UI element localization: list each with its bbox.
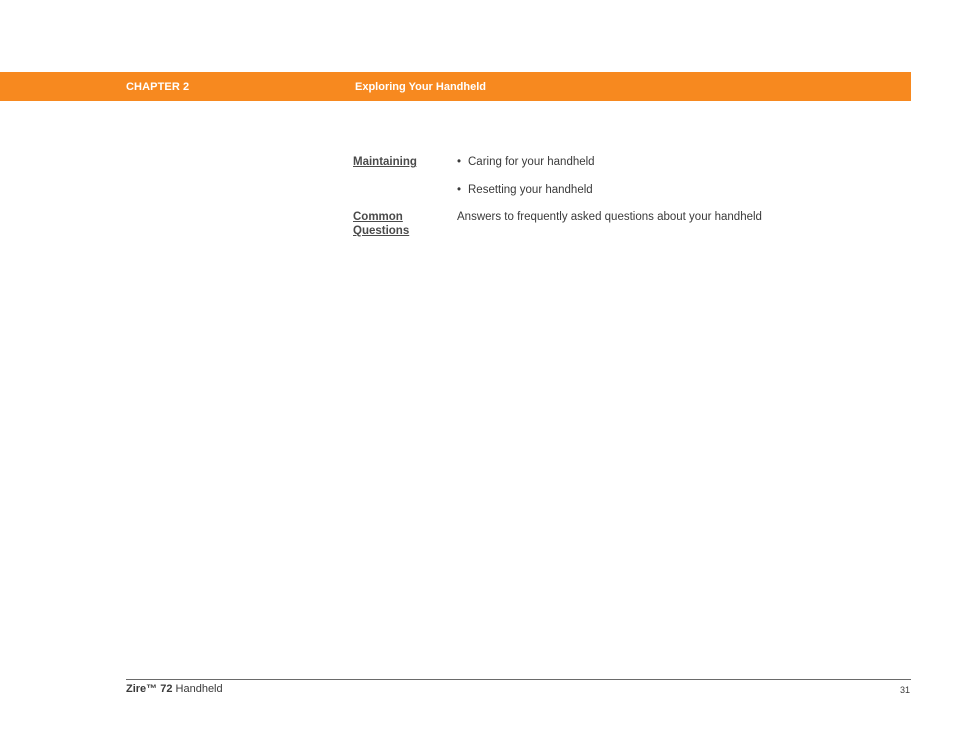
list-item: [457, 155, 823, 169]
page-number: 31: [899, 685, 910, 695]
common-questions-link[interactable]: [353, 210, 457, 238]
chapter-header-bar: [0, 72, 911, 101]
footer-product-rest: Handheld: [172, 683, 223, 695]
maintaining-link[interactable]: Maintaining: [353, 156, 417, 168]
footer-product-name: [126, 683, 223, 695]
chapter-label: CHAPTER 2: [126, 81, 190, 93]
bullet-icon: •: [457, 184, 462, 196]
footer-divider: [126, 679, 911, 680]
chapter-contents: [353, 155, 823, 238]
common-questions-link-line2: Questions: [353, 225, 410, 237]
toc-row-maintaining: [353, 155, 823, 211]
bullet-icon: •: [457, 156, 462, 168]
maintaining-items: [457, 155, 823, 211]
footer-product-bold: Zire™ 72: [126, 683, 173, 695]
common-questions-description: Answers to frequently asked questions about your handheld: [457, 211, 762, 223]
toc-row-common-questions: [353, 210, 823, 238]
list-item-text: Caring for your handheld: [468, 156, 595, 168]
chapter-title: Exploring Your Handheld: [355, 81, 486, 93]
list-item: [457, 183, 823, 197]
list-item-text: Resetting your handheld: [468, 184, 593, 196]
common-questions-link-line1: Common: [353, 211, 403, 223]
